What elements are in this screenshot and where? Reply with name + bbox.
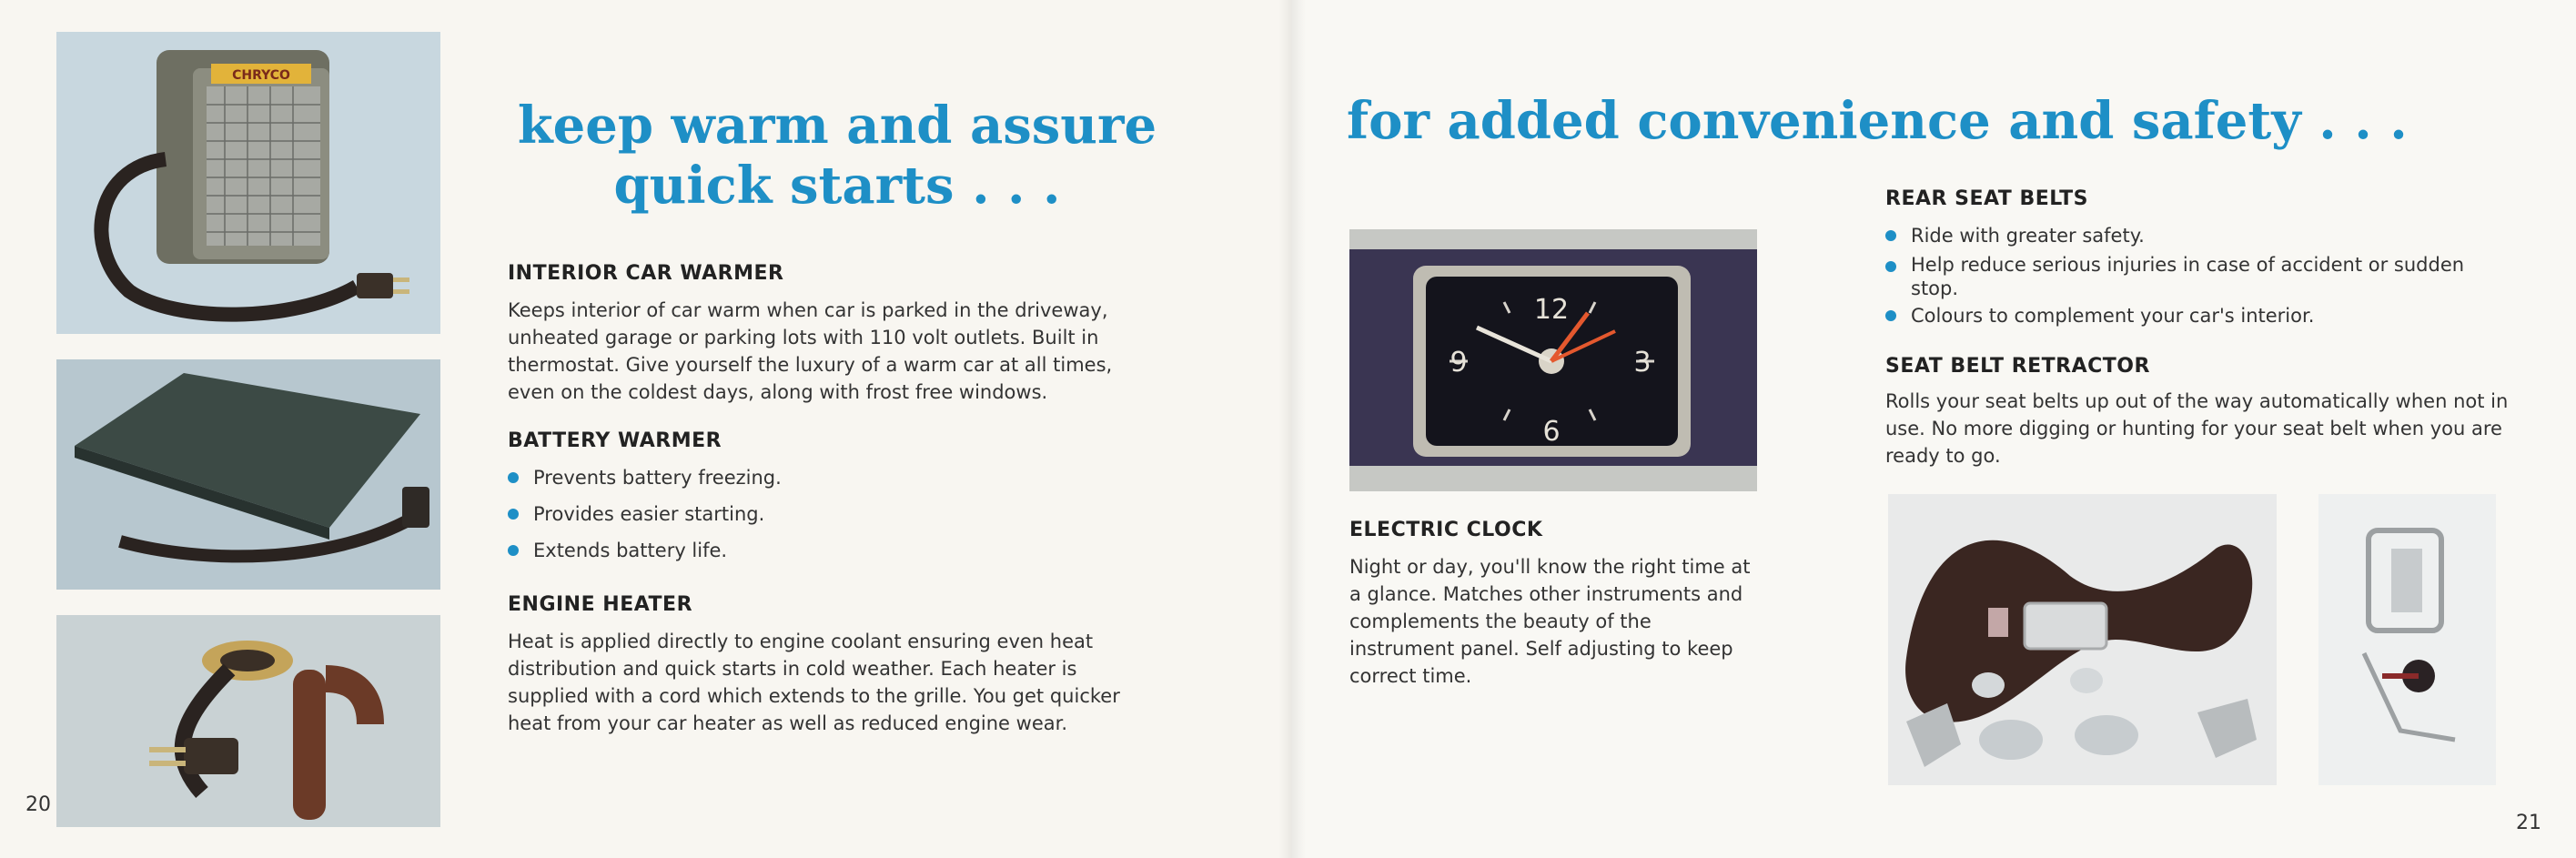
clock-dial-12: 12 (1533, 294, 1570, 326)
left-headline-line1: keep warm and assure (517, 96, 1157, 156)
battery-warmer-photo (56, 359, 440, 590)
page-number-right: 21 (2516, 812, 2541, 834)
electric-clock-title: ELECTRIC CLOCK (1349, 519, 1543, 541)
clock-dial-3: 3 (1633, 347, 1652, 379)
electric-clock-photo (1349, 229, 1757, 491)
left-headline (500, 96, 1174, 216)
clock-dial-9: 9 (1450, 347, 1468, 379)
list-item: Colours to complement your car's interior. (1885, 302, 2513, 329)
interior-car-warmer-photo (56, 32, 440, 334)
page-number-left: 20 (25, 793, 51, 816)
rear-seat-belts-title: REAR SEAT BELTS (1885, 187, 2088, 210)
interior-car-warmer-title: INTERIOR CAR WARMER (508, 262, 784, 285)
battery-warmer-list (508, 464, 1145, 564)
rear-seat-belt-photo (1888, 494, 2277, 785)
list-item: Provides easier starting. (508, 500, 1145, 528)
page-gutter (1278, 0, 1306, 858)
left-headline-line2: quick starts . . . (613, 156, 1061, 217)
interior-car-warmer-body: Keeps interior of car warm when car is parked in the driveway, unheated garage or parking lots with 110 volt outlets. Built in thermostat. Give yourself the luxury of a warm car at all times, even on the coldest days, along with frost free windows. (508, 299, 1113, 403)
seat-belt-retractor-title: SEAT BELT RETRACTOR (1885, 355, 2150, 378)
rear-seat-belts-list (1885, 222, 2513, 329)
engine-heater-body: Heat is applied directly to engine coolant ensuring even heat distribution and quick starts in cold weather. Each heater is supplied with a cord which extends to the grille. You get quicker heat from your car heater as well as reduced engine wear. (508, 631, 1120, 734)
seat-belt-retractor-photo (2318, 494, 2496, 785)
heater-brand-label: CHRYCO (232, 68, 290, 83)
list-item: Prevents battery freezing. (508, 464, 1145, 491)
right-headline: for added convenience and safety . . . (1347, 91, 2408, 151)
list-item: Extends battery life. (508, 537, 1145, 564)
battery-warmer-title: BATTERY WARMER (508, 429, 722, 452)
list-item: Help reduce serious injuries in case of accident or sudden stop. (1885, 253, 2513, 300)
clock-dial-6: 6 (1542, 416, 1561, 448)
electric-clock-body: Night or day, you'll know the right time at a glance. Matches other instruments and complements the beauty of the instrument panel. Self adjusting to keep correct time. (1349, 556, 1751, 687)
engine-heater-photo (56, 615, 440, 827)
seat-belt-retractor-body: Rolls your seat belts up out of the way automatically when not in use. No more digging or hunting for your seat belt when you are ready to go. (1885, 390, 2509, 467)
list-item: Ride with greater safety. (1885, 222, 2513, 249)
engine-heater-title: ENGINE HEATER (508, 593, 693, 616)
